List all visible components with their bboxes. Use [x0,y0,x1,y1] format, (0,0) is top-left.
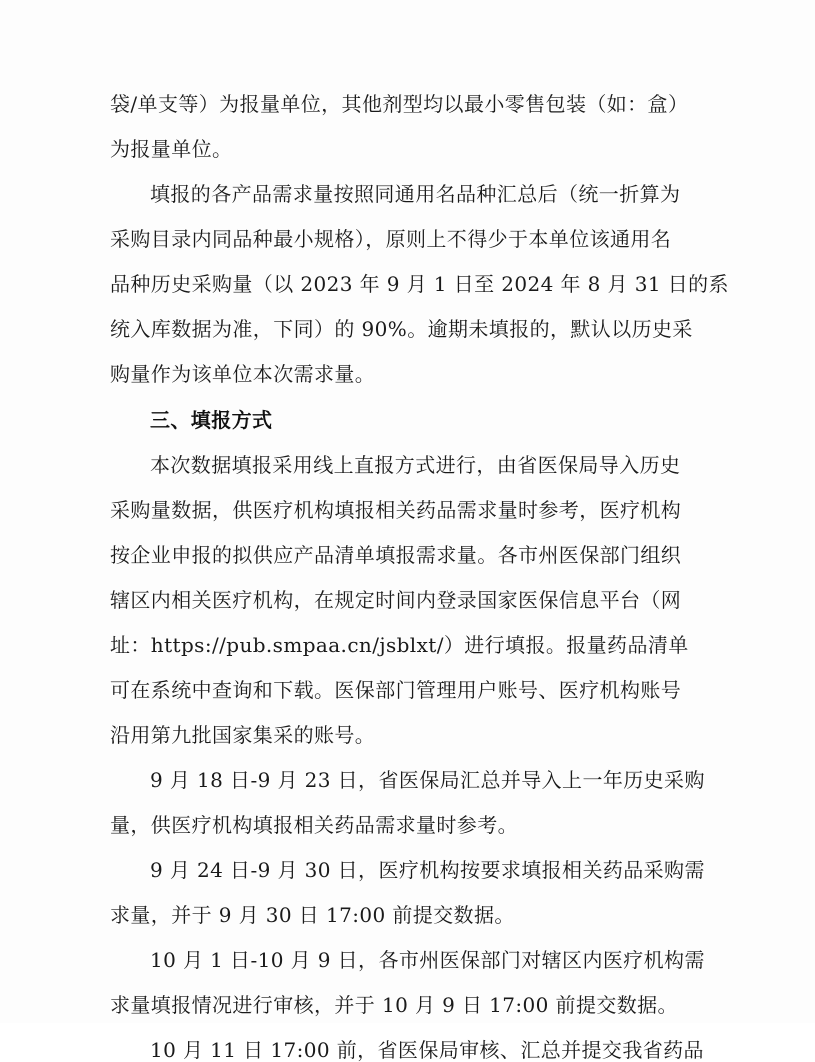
body-line-1: 袋/单支等）为报量单位，其他剂型均以最小零售包装（如：盒） [110,92,689,116]
schedule-line-5: 10 月 1 日-10 月 9 日，各市州医保部门对辖区内医疗机构需 [150,948,705,972]
schedule-line-7: 10 月 11 日 17:00 前，省医保局审核、汇总并提交我省药品 [150,1038,704,1062]
schedule-line-6: 求量填报情况进行审核，并于 10 月 9 日 17:00 前提交数据。 [110,993,678,1017]
paragraph-line-5: 购量作为该单位本次需求量。 [110,362,376,386]
paragraph-line-12: 沿用第九批国家集采的账号。 [110,723,376,747]
paragraph-line-6: 本次数据填报采用线上直报方式进行，由省医保局导入历史 [150,453,681,477]
section-heading: 三、填报方式 [150,408,273,432]
schedule-line-1: 9 月 18 日-9 月 23 日，省医保局汇总并导入上一年历史采购 [150,768,705,792]
paragraph-line-9: 辖区内相关医疗机构，在规定时间内登录国家医保信息平台（网 [110,588,682,612]
paragraph-line-2: 采购目录内同品种最小规格），原则上不得少于本单位该通用名 [110,227,672,251]
paragraph-line-1: 填报的各产品需求量按照同通用名品种汇总后（统一折算为 [150,182,681,206]
schedule-line-4: 求量，并于 9 月 30 日 17:00 前提交数据。 [110,903,515,927]
paragraph-line-4: 统入库数据为准，下同）的 90%。逾期未填报的，默认以历史采 [110,317,693,341]
schedule-line-3: 9 月 24 日-9 月 30 日，医疗机构按要求填报相关药品采购需 [150,858,705,882]
paragraph-line-3: 品种历史采购量（以 2023 年 9 月 1 日至 2024 年 8 月 31 日的系 [110,272,729,296]
body-line-2: 为报量单位。 [110,137,233,161]
paragraph-line-10: 址：https://pub.smpaa.cn/jsblxt/）进行填报。报量药品清单 [110,633,689,657]
paragraph-line-8: 按企业申报的拟供应产品清单填报需求量。各市州医保部门组织 [110,543,682,567]
paragraph-line-11: 可在系统中查询和下载。医保部门管理用户账号、医疗机构账号 [110,678,682,702]
schedule-line-2: 量，供医疗机构填报相关药品需求量时参考。 [110,813,518,837]
paragraph-line-7: 采购量数据，供医疗机构填报相关药品需求量时参考，医疗机构 [110,498,682,522]
